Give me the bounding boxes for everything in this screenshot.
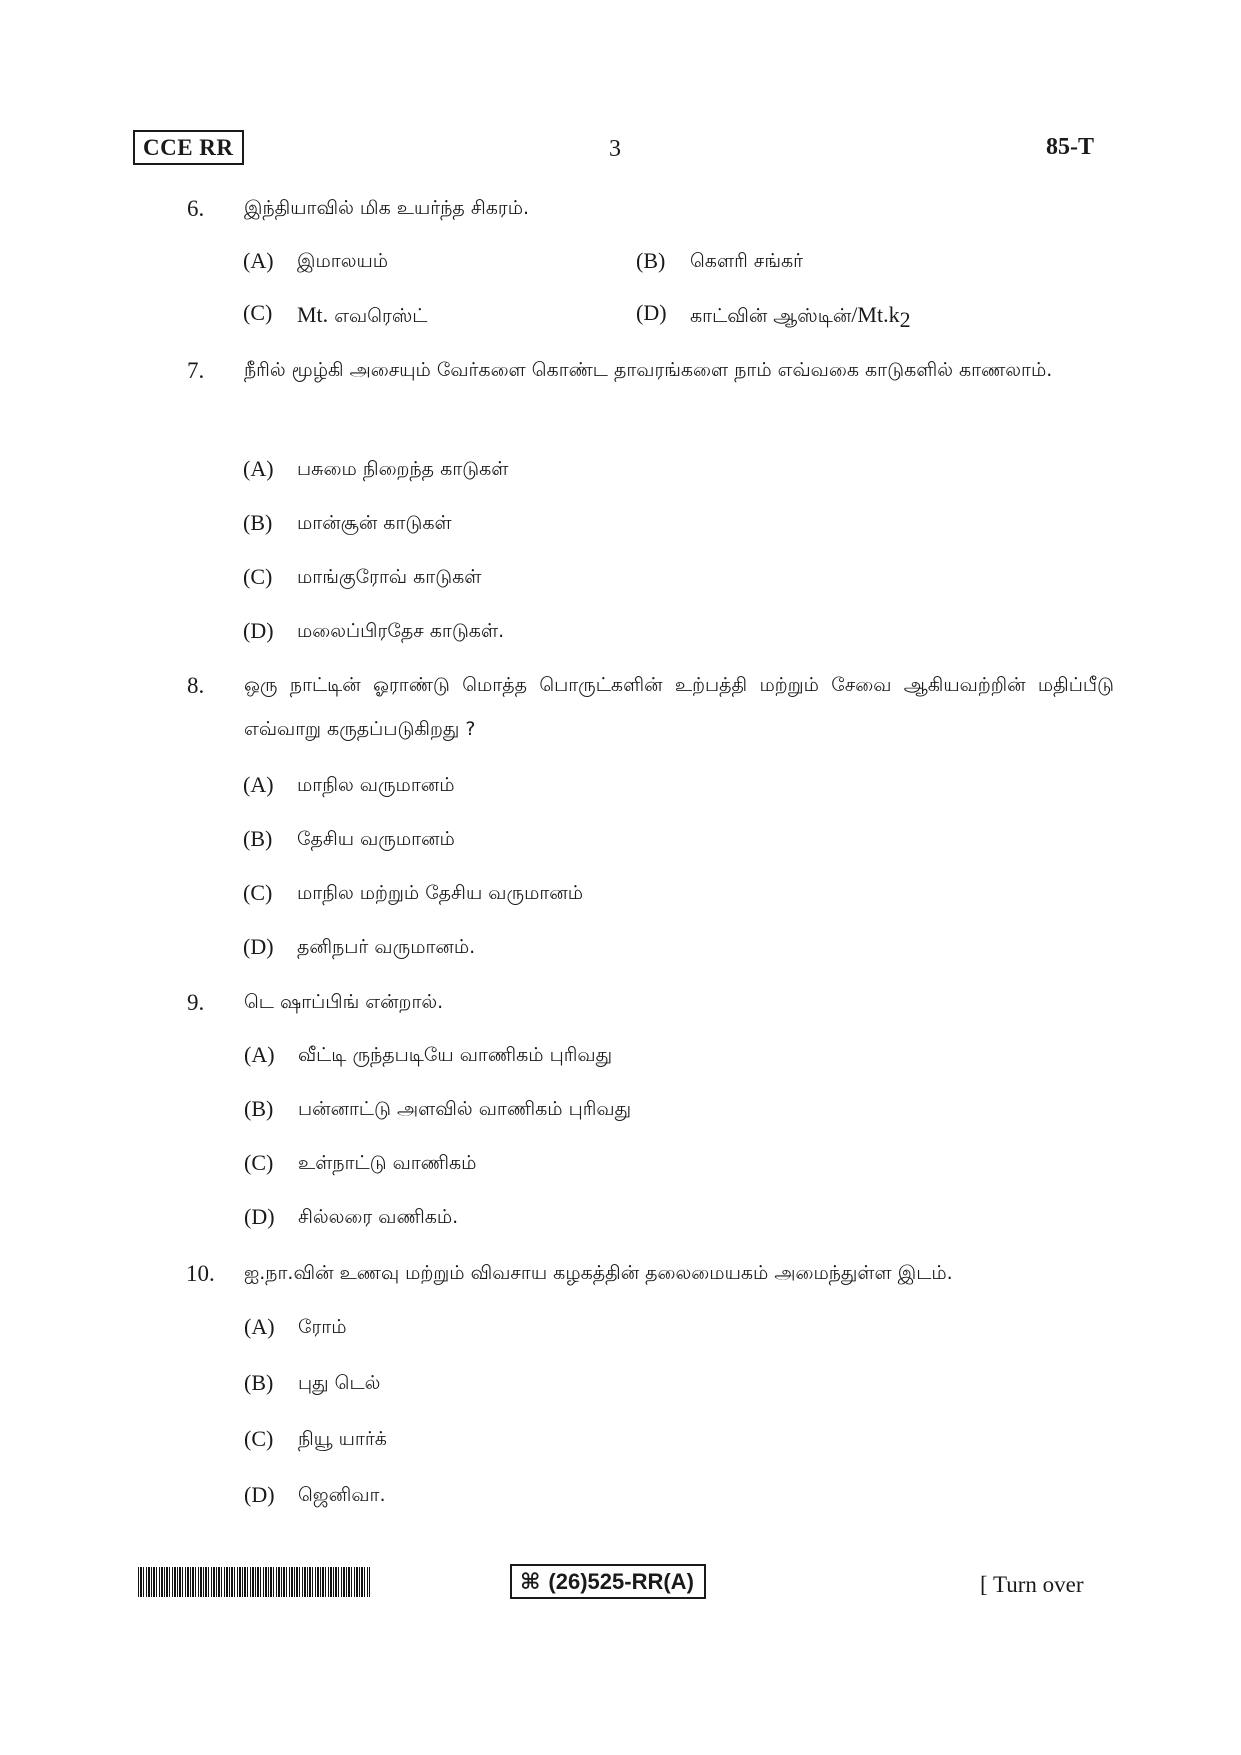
option-text: மாநில வருமானம் — [297, 774, 455, 796]
barcode — [138, 1567, 370, 1597]
question-text: டெ ஷாப்பிங் என்றால். — [244, 991, 444, 1013]
footer-code-box — [510, 1564, 706, 1599]
question-text: நீரில் மூழ்கி அசையும் வேர்களை கொண்ட தாவரங்களை நாம் எவ்வகை காடுகளில் காணலாம். — [244, 359, 1053, 381]
option-label: (A) — [243, 248, 274, 273]
option-text: பன்னாட்டு அளவில் வாணிகம் புரிவது — [298, 1098, 632, 1120]
option-label: (D) — [636, 300, 667, 325]
question-text: ஒரு நாட்டின் ஓராண்டு மொத்த பொருட்களின் உற்பத்தி மற்றும் சேவை ஆகியவற்றின் மதிப்பீடு எவ்வாறு கருதப்படுகிறது ? — [244, 674, 1114, 740]
option-text-main: காட்வின் ஆஸ்டின் — [690, 305, 852, 327]
option-label: (A) — [244, 1042, 275, 1067]
question-number: 6. — [187, 196, 205, 221]
option-label: (A) — [244, 1314, 275, 1339]
option-label: (B) — [243, 510, 273, 535]
header-code: CCE RR — [143, 135, 234, 160]
option-text-subscript: 2 — [899, 306, 911, 332]
option-label: (C) — [243, 880, 273, 905]
option-text — [297, 302, 427, 330]
option-text: புது டெல் — [298, 1372, 381, 1394]
question-number: 9. — [187, 990, 205, 1015]
question-text: ஐ.நா.வின் உணவு மற்றும் விவசாய கழகத்தின் தலைமையகம் அமைந்துள்ள இடம். — [244, 1262, 953, 1284]
header-code-box — [133, 130, 244, 165]
option-text: மான்சூன் காடுகள் — [297, 512, 452, 534]
option-text: நியூ யார்க் — [298, 1428, 387, 1450]
option-text: ஜெனிவா. — [298, 1484, 386, 1506]
question-number: 7. — [187, 358, 205, 383]
option-text: மலைப்பிரதேச காடுகள். — [297, 620, 505, 642]
option-text: கௌரி சங்கர் — [690, 250, 804, 272]
option-text: மாங்குரோவ் காடுகள் — [297, 566, 482, 588]
page-number: 3 — [609, 136, 621, 162]
option-label: (B) — [244, 1370, 274, 1395]
option-text: ரோம் — [298, 1316, 347, 1338]
option-label: (C) — [244, 1426, 274, 1451]
option-text-prefix: Mt. — [297, 302, 329, 327]
option-text: பசுமை நிறைந்த காடுகள் — [297, 458, 509, 480]
command-icon: ⌘ — [520, 1570, 541, 1595]
option-label: (D) — [243, 618, 274, 643]
option-label: (D) — [243, 934, 274, 959]
option-text: இமாலயம் — [297, 250, 389, 272]
question-number: 8. — [187, 673, 205, 698]
option-text: உள்நாட்டு வாணிகம் — [298, 1152, 477, 1174]
option-text: சில்லரை வணிகம். — [298, 1206, 459, 1228]
option-text: தனிநபர் வருமானம். — [297, 936, 476, 958]
option-text: மாநில மற்றும் தேசிய வருமானம் — [297, 882, 583, 904]
option-text: தேசிய வருமானம் — [297, 828, 455, 850]
option-label: (A) — [243, 772, 274, 797]
footer-code: (26)525-RR(A) — [548, 1569, 694, 1594]
option-label: (B) — [244, 1096, 274, 1121]
option-label: (D) — [244, 1204, 275, 1229]
question-number: 10. — [186, 1261, 215, 1286]
option-label: (C) — [244, 1150, 274, 1175]
option-label: (C) — [243, 564, 273, 589]
option-label: (D) — [244, 1482, 275, 1507]
option-text — [690, 302, 911, 333]
option-text: வீட்டி ருந்தபடியே வாணிகம் புரிவது — [298, 1044, 613, 1066]
option-text-suffix: /Mt.k — [851, 302, 900, 327]
option-label: (B) — [243, 826, 273, 851]
option-text-main: எவரெஸ்ட் — [334, 305, 428, 327]
option-label: (B) — [636, 248, 666, 273]
option-label: (A) — [243, 456, 274, 481]
paper-code: 85-T — [1046, 134, 1094, 160]
turn-over-note: [ Turn over — [980, 1572, 1084, 1597]
option-label: (C) — [243, 300, 273, 325]
question-text: இந்தியாவில் மிக உயர்ந்த சிகரம். — [244, 197, 530, 219]
